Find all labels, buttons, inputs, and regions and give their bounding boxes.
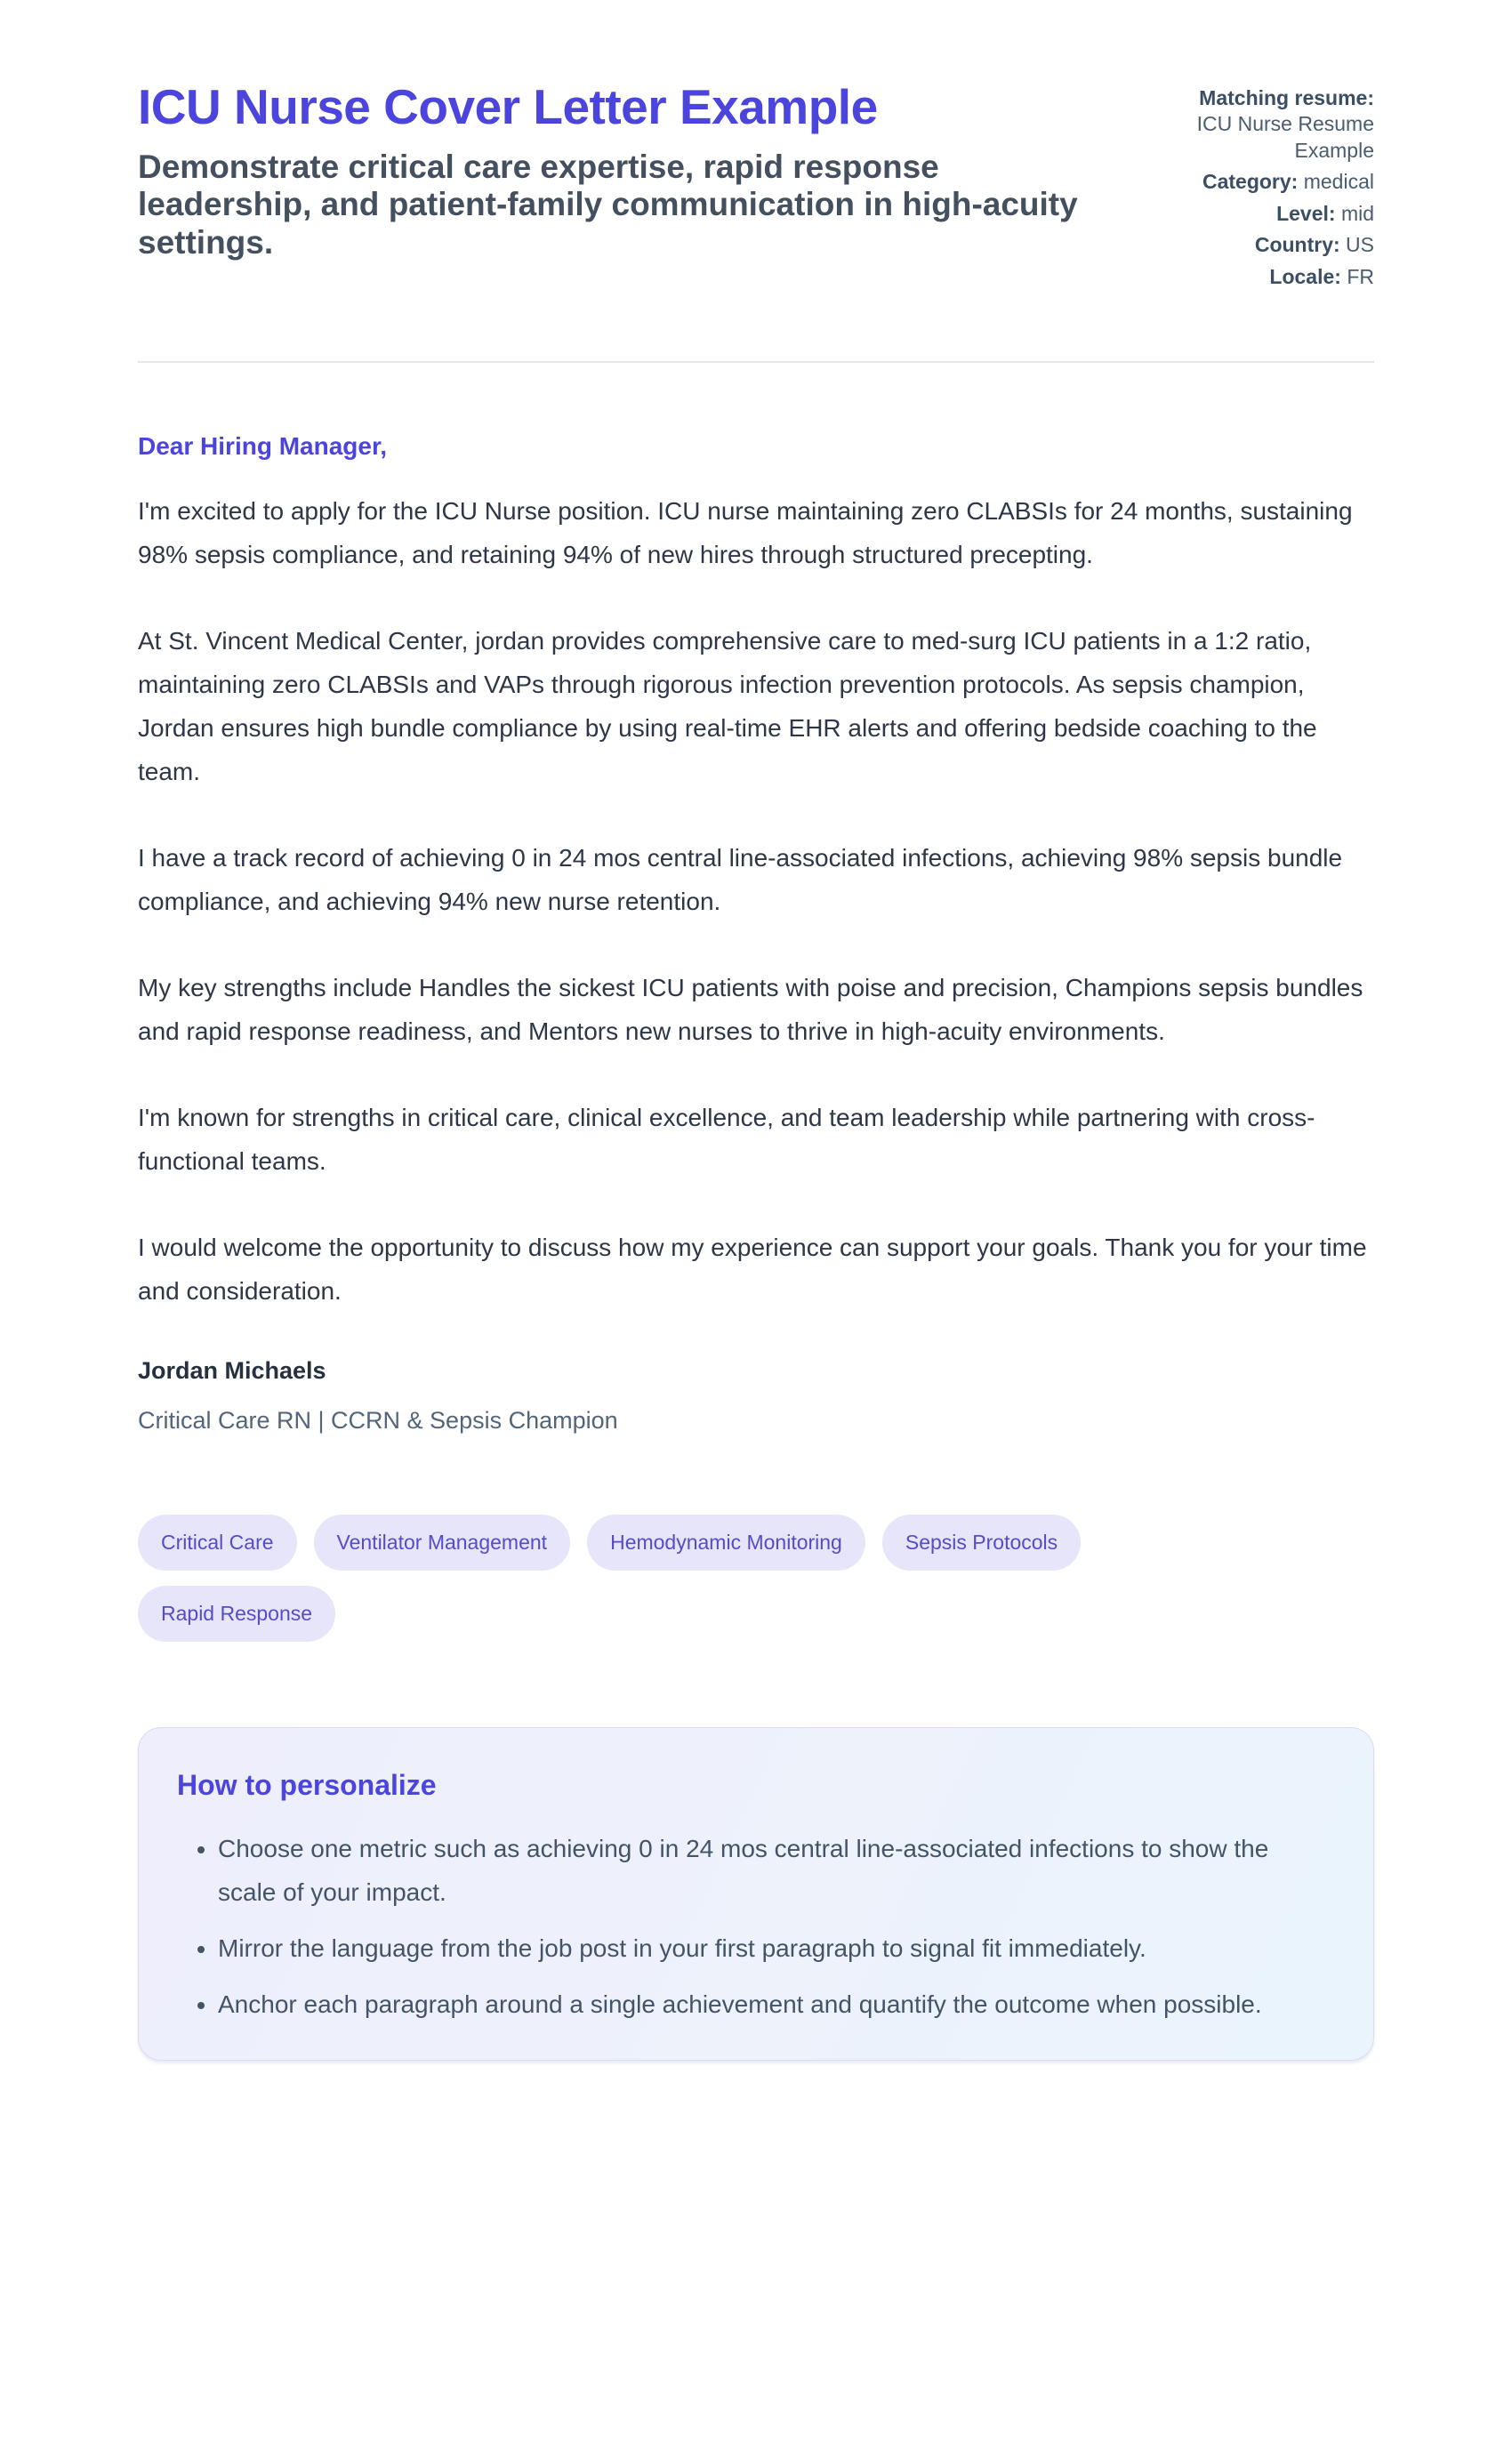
- meta-matching-resume-label: Matching resume:: [1199, 86, 1374, 109]
- meta-level: [1132, 201, 1374, 227]
- letter-paragraph: I have a track record of achieving 0 in 24 mos central line-associated infections, achieving 98% sepsis bundle compliance, and achieving 94% new nurse retention.: [138, 844, 1343, 916]
- personalize-tip: • Mirror the language from the job post in your first paragraph to signal fit immediately.: [218, 1926, 1276, 1970]
- meta-locale: [1132, 264, 1374, 290]
- letter-paragraph: My key strengths include Handles the sickest ICU patients with poise and precision, Champions sepsis bundles and rapid response readiness, and Mentors new nurses to thrive in high-acuity environments.: [138, 974, 1363, 1046]
- personalize-tip: • Anchor each paragraph around a single achievement and quantify the outcome when possible.: [218, 1982, 1276, 2026]
- meta-panel: [1132, 78, 1374, 295]
- personalize-tip: • Choose one metric such as achieving 0 in 24 mos central line-associated infections to show the scale of your impact.: [218, 1827, 1276, 1914]
- letter-paragraph: At St. Vincent Medical Center, jordan provides comprehensive care to med-surg ICU patients in a 1:2 ratio, maintaining zero CLABSIs and VAPs through rigorous infection prevention protocols. As sepsis champion, Jordan ensures high bundle compliance by using real-time EHR alerts and offering bedside coaching to the team.: [138, 627, 1317, 786]
- cover-letter-page: [138, 0, 1374, 2146]
- tag-pill-critical-care: Critical Care: [138, 1515, 297, 1571]
- meta-locale-label: Locale:: [1269, 264, 1341, 288]
- page-subtitle: Demonstrate critical care expertise, rapid response leadership, and patient-family communication in high-acuity settings.: [138, 148, 1078, 261]
- meta-country: [1132, 232, 1374, 258]
- meta-country-value: US: [1346, 233, 1374, 257]
- meta-country-label: Country:: [1254, 233, 1340, 257]
- personalize-heading: How to personalize: [177, 1768, 437, 1801]
- page-title: ICU Nurse Cover Letter Example: [138, 79, 878, 134]
- signature-role: Critical Care RN | CCRN & Sepsis Champion: [138, 1406, 618, 1434]
- meta-category-value: medical: [1303, 170, 1374, 194]
- meta-level-label: Level:: [1276, 201, 1336, 225]
- meta-locale-value: FR: [1347, 264, 1374, 288]
- meta-matching-resume-value: ICU Nurse Resume Example: [1196, 112, 1374, 162]
- header-divider: [138, 361, 1374, 363]
- letter-paragraph: I'm excited to apply for the ICU Nurse position. ICU nurse maintaining zero CLABSIs for 24 months, sustaining 98% sepsis compliance, and retaining 94% of new hires through structured precepting.: [138, 497, 1353, 569]
- meta-matching-resume: [1132, 85, 1374, 164]
- tag-pill-rapid-response: Rapid Response: [138, 1586, 335, 1642]
- signature-name: Jordan Michaels: [138, 1357, 326, 1385]
- meta-category-label: Category:: [1202, 170, 1299, 194]
- meta-category: [1132, 169, 1374, 195]
- tag-pill-hemodynamic-monitoring: Hemodynamic Monitoring: [587, 1515, 865, 1571]
- letter-paragraph: I would welcome the opportunity to discuss how my experience can support your goals. Thank you for your time and consideration.: [138, 1234, 1367, 1306]
- personalize-box: [138, 1727, 1374, 2061]
- header-titles: [138, 78, 1132, 262]
- letter-greeting: Dear Hiring Manager,: [138, 432, 388, 461]
- letter-paragraph: I'm known for strengths in critical care, clinical excellence, and team leadership while partnering with cross-functional teams.: [138, 1104, 1315, 1176]
- header: [138, 78, 1374, 295]
- tag-pill-ventilator-management: Ventilator Management: [314, 1515, 571, 1571]
- personalize-tip-list: [177, 1827, 1331, 2026]
- letter-body: [138, 430, 1374, 1436]
- meta-level-value: mid: [1340, 201, 1374, 225]
- tag-list: [138, 1515, 1223, 1642]
- tag-pill-sepsis-protocols: Sepsis Protocols: [882, 1515, 1081, 1571]
